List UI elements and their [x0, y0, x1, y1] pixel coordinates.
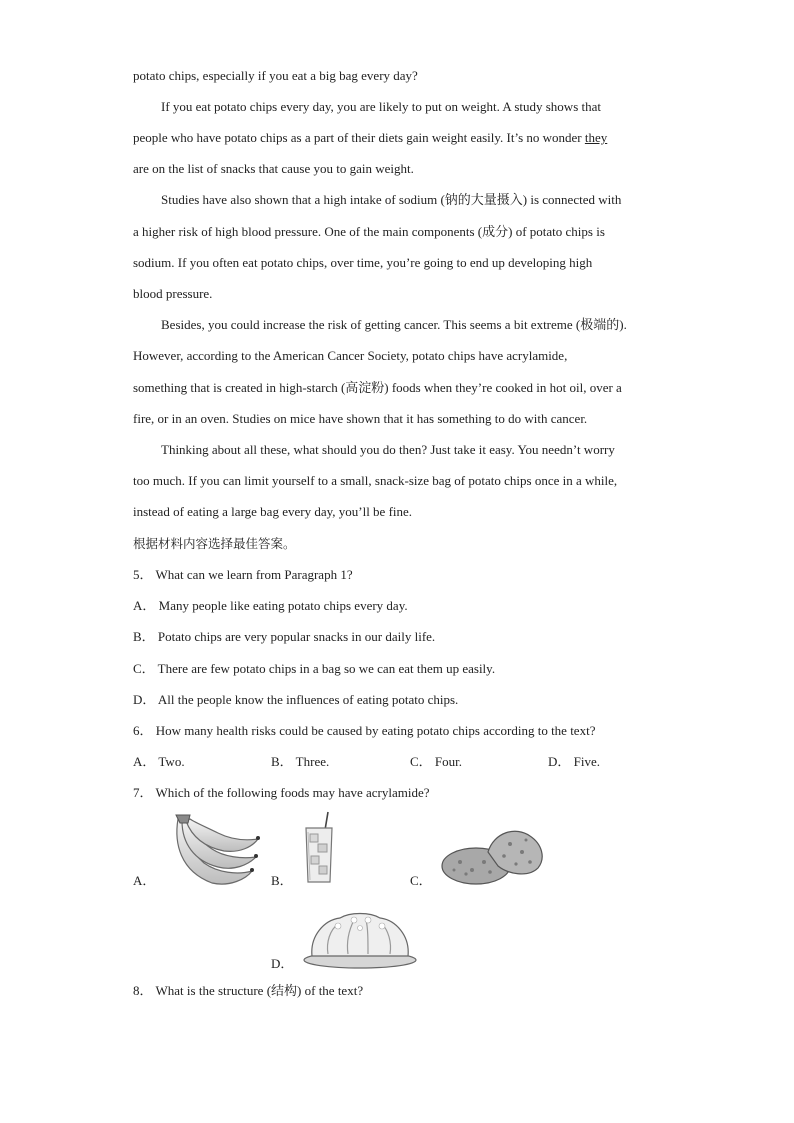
question-6-option-a[interactable]: A． Two.	[133, 754, 185, 769]
passage-line: potato chips, especially if you eat a big bag every day?	[133, 68, 418, 83]
iced-drink-icon[interactable]	[300, 810, 340, 886]
question-6-option-b[interactable]: B． Three.	[271, 754, 330, 769]
passage-line: are on the list of snacks that cause you to gain weight.	[133, 161, 414, 176]
passage-line: a higher risk of high blood pressure. One of the main components (成分) of potato chips is	[133, 224, 605, 239]
question-7-option-d-label[interactable]: D．	[271, 956, 294, 971]
question-5-stem: 5． What can we learn from Paragraph 1?	[133, 567, 353, 582]
underlined-word: they	[584, 130, 608, 145]
question-5-option-b[interactable]: B． Potato chips are very popular snacks in our daily life.	[133, 629, 436, 644]
question-6-option-d[interactable]: D． Five.	[548, 754, 601, 769]
passage-line: sodium. If you often eat potato chips, over time, you’re going to end up developing high	[133, 255, 593, 270]
question-6-stem: 6． How many health risks could be caused by eating potato chips according to the text?	[133, 723, 596, 738]
question-8-stem: 8． What is the structure (结构) of the text?	[133, 983, 364, 998]
question-7-option-b-label[interactable]: B．	[271, 873, 293, 888]
question-7-stem: 7． Which of the following foods may have acrylamide?	[133, 785, 430, 800]
passage-line: If you eat potato chips every day, you are likely to put on weight. A study shows that	[161, 99, 601, 114]
question-7-option-c-label[interactable]: C．	[410, 873, 432, 888]
passage-line: too much. If you can limit yourself to a small, snack-size bag of potato chips once in a while,	[133, 473, 618, 488]
question-6-option-c[interactable]: C． Four.	[410, 754, 463, 769]
question-5-option-c[interactable]: C． There are few potato chips in a bag so we can eat them up easily.	[133, 661, 496, 676]
fried-chicken-icon[interactable]	[438, 822, 550, 888]
question-5-option-d[interactable]: D． All the people know the influences of eating potato chips.	[133, 692, 459, 707]
question-5-option-a[interactable]: A． Many people like eating potato chips every day.	[133, 598, 408, 613]
passage-line: However, according to the American Cancer Society, potato chips have acrylamide,	[133, 348, 568, 363]
passage-line: Thinking about all these, what should you do then? Just take it easy. You needn’t worry	[161, 442, 615, 457]
passage-line	[133, 130, 607, 146]
instruction: 根据材料内容选择最佳答案。	[133, 536, 296, 551]
cake-icon[interactable]	[298, 906, 422, 970]
passage-line: Besides, you could increase the risk of getting cancer. This seems a bit extreme (极端的).	[161, 317, 627, 332]
passage-line: blood pressure.	[133, 286, 213, 301]
passage-line: instead of eating a large bag every day, you’ll be fine.	[133, 504, 413, 519]
passage-line: Studies have also shown that a high intake of sodium (钠的大量摄入) is connected with	[161, 192, 622, 207]
passage-line: something that is created in high-starch (高淀粉) foods when they’re cooked in hot oil, over a	[133, 380, 622, 395]
bananas-icon[interactable]	[160, 813, 264, 889]
passage-line: fire, or in an oven. Studies on mice have shown that it has something to do with cancer.	[133, 411, 588, 426]
question-7-option-a-label[interactable]: A．	[133, 873, 156, 888]
passage-text: people who have potato chips as a part of their diets gain weight easily. It’s no wonder	[133, 130, 585, 145]
